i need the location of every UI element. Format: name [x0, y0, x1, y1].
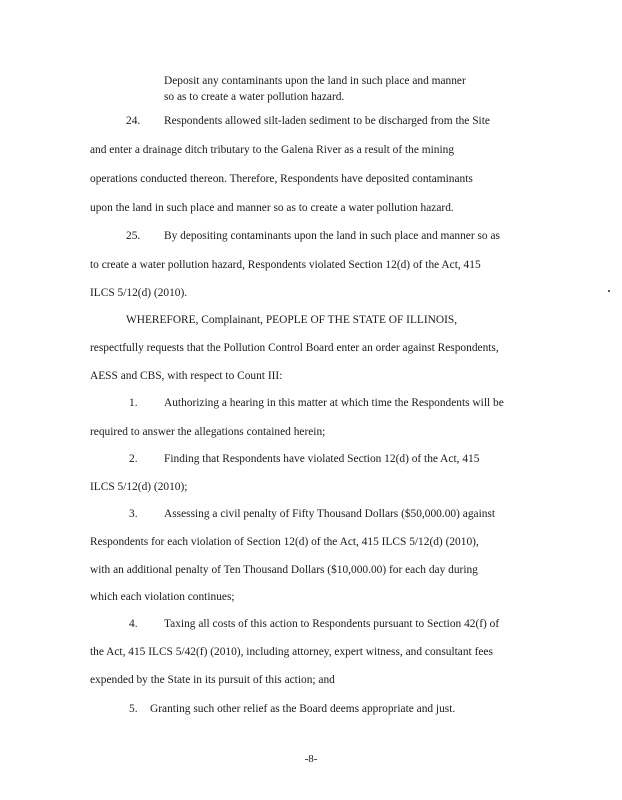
- paragraph-24-line-4: upon the land in such place and manner so as to create a water pollution hazard.: [90, 202, 454, 214]
- relief-4-number: 4.: [129, 618, 138, 630]
- relief-3-line-2: Respondents for each violation of Section 12(d) of the Act, 415 ILCS 5/12(d) (2010),: [90, 536, 479, 548]
- relief-3-line-3: with an additional penalty of Ten Thousand Dollars ($10,000.00) for each day during: [90, 564, 478, 576]
- quote-line-1: Deposit any contaminants upon the land in such place and manner: [164, 75, 466, 87]
- relief-1-number: 1.: [129, 397, 138, 409]
- paragraph-25-line-2: to create a water pollution hazard, Respondents violated Section 12(d) of the Act, 415: [90, 259, 481, 271]
- relief-2-line-1: Finding that Respondents have violated Section 12(d) of the Act, 415: [164, 453, 480, 465]
- paragraph-24-line-1: Respondents allowed silt-laden sediment to be discharged from the Site: [164, 115, 490, 127]
- relief-4-line-2: the Act, 415 ILCS 5/42(f) (2010), including attorney, expert witness, and consultant fees: [90, 646, 493, 658]
- paragraph-25-line-3: ILCS 5/12(d) (2010).: [90, 287, 188, 299]
- relief-1-line-1: Authorizing a hearing in this matter at which time the Respondents will be: [164, 397, 504, 409]
- relief-3-line-4: which each violation continues;: [90, 591, 235, 603]
- relief-2-line-2: ILCS 5/12(d) (2010);: [90, 481, 188, 493]
- quote-line-2: so as to create a water pollution hazard.: [164, 91, 345, 103]
- relief-3-line-1: Assessing a civil penalty of Fifty Thousand Dollars ($50,000.00) against: [164, 508, 496, 520]
- wherefore-line-3: AESS and CBS, with respect to Count III:: [90, 370, 283, 382]
- relief-2-number: 2.: [129, 453, 138, 465]
- relief-5-number: 5.: [129, 703, 138, 715]
- paragraph-24-line-2: and enter a drainage ditch tributary to the Galena River as a result of the mining: [90, 144, 455, 156]
- scan-speck: [608, 290, 610, 292]
- relief-1-line-2: required to answer the allegations contained herein;: [90, 426, 326, 438]
- paragraph-24-line-3: operations conducted thereon. Therefore, Respondents have deposited contaminants: [90, 173, 473, 185]
- wherefore-line-2: respectfully requests that the Pollution Control Board enter an order against Respondents,: [90, 342, 499, 354]
- paragraph-25-line-1: By depositing contaminants upon the land in such place and manner so as: [164, 230, 500, 242]
- page-number: -8-: [304, 753, 318, 765]
- paragraph-24-number: 24.: [126, 115, 141, 127]
- relief-5-line-1: Granting such other relief as the Board deems appropriate and just.: [150, 703, 456, 715]
- relief-4-line-3: expended by the State in its pursuit of this action; and: [90, 674, 335, 686]
- wherefore-line-1: WHEREFORE, Complainant, PEOPLE OF THE STATE OF ILLINOIS,: [126, 314, 458, 326]
- relief-4-line-1: Taxing all costs of this action to Respondents pursuant to Section 42(f) of: [164, 618, 500, 630]
- paragraph-25-number: 25.: [126, 230, 141, 242]
- relief-3-number: 3.: [129, 508, 138, 520]
